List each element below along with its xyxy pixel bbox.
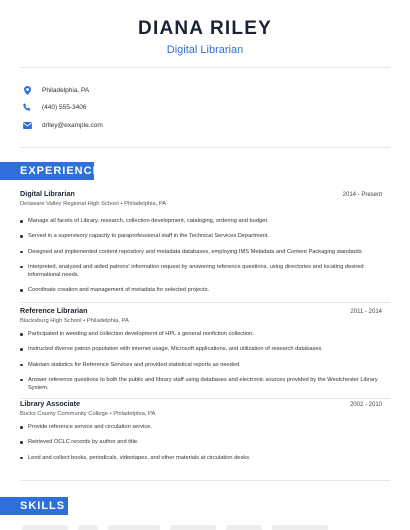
section-heading-experience: EXPERIENCE [0, 162, 94, 180]
list-item: Retrieved OCLC records by author and title. [20, 438, 382, 446]
list-item: Answer reference questions to both the public and library staff using databases and electronic sources provided by the Westchester Library System. [20, 376, 382, 393]
job-dates: 2002 - 2010 [349, 402, 382, 408]
divider [20, 67, 390, 68]
skill-chip [108, 525, 160, 530]
list-item: Provide reference service and circulation service. [20, 423, 382, 431]
job-employer: Delaware Valley Regional High School • Philadelphia, PA [20, 201, 167, 207]
job-bullets [20, 217, 382, 295]
section-heading-skills: SKILLS [0, 497, 68, 515]
list-item: Participated in weeding and collection development of HPL s general nonfiction collection. [20, 330, 382, 338]
job-employer: Blacksburg High School • Philadelphia, PA [20, 318, 129, 324]
skill-chip [226, 525, 262, 530]
candidate-title: Digital Librarian [166, 44, 244, 56]
list-item: Maintain statistics for Reference Services and provided statistical reports as needed. [20, 361, 382, 369]
location-pin-icon [22, 84, 32, 96]
divider [20, 480, 390, 481]
job-dates: 2014 - Present [342, 192, 382, 198]
job-title: Library Associate [20, 399, 81, 408]
job-bullets [20, 423, 382, 462]
contact-email [22, 119, 103, 131]
email-icon [22, 119, 32, 131]
job-dates: 2011 - 2014 [350, 309, 382, 315]
list-item: Designed and implemented content repository and metadata databases, employing IMS Metadata and Content Packaging standards. [20, 248, 382, 256]
list-item: Interpreted, analyzed and aided patrons' information request by answering reference questions, using directories and locating desired informational needs. [20, 263, 382, 280]
list-item: Instructed diverse patron population with internet usage, Microsoft applications, and utilization of research databases. [20, 345, 382, 353]
contact-location [22, 84, 89, 96]
list-item: Lend and collect books, periodicals, videotapes, and other materials at circulation desks. [20, 454, 382, 462]
skill-chip [22, 525, 68, 530]
experience-entry [20, 306, 382, 392]
skill-chip [170, 525, 216, 530]
phone-icon [22, 101, 32, 113]
candidate-name: DIANA RILEY [138, 18, 272, 39]
phone-text[interactable]: (440) 555-3406 [42, 103, 87, 111]
job-title: Digital Librarian [20, 189, 75, 198]
skill-chip [78, 525, 98, 530]
job-employer: Bucks County Community College • Philadelphia, PA [20, 411, 156, 417]
divider [20, 302, 390, 303]
location-text: Philadelphia, PA [42, 86, 90, 94]
job-title: Reference Librarian [20, 306, 88, 315]
experience-entry [20, 399, 382, 462]
experience-entry [20, 189, 382, 295]
email-text[interactable]: drlley@example.com [42, 121, 103, 129]
divider [20, 147, 390, 148]
contact-phone [22, 101, 86, 113]
skill-chip [272, 525, 328, 530]
list-item: Coordinate creation and management of metadata for selected projects. [20, 286, 382, 294]
job-bullets [20, 330, 382, 392]
resume-header [0, 0, 410, 56]
list-item: Manage all facets of Library, research, collection development, cataloging, ordering and budget. [20, 217, 382, 225]
list-item: Served in a supervisory capacity to paraprofessional staff in the Technical Services Department. [20, 232, 382, 240]
